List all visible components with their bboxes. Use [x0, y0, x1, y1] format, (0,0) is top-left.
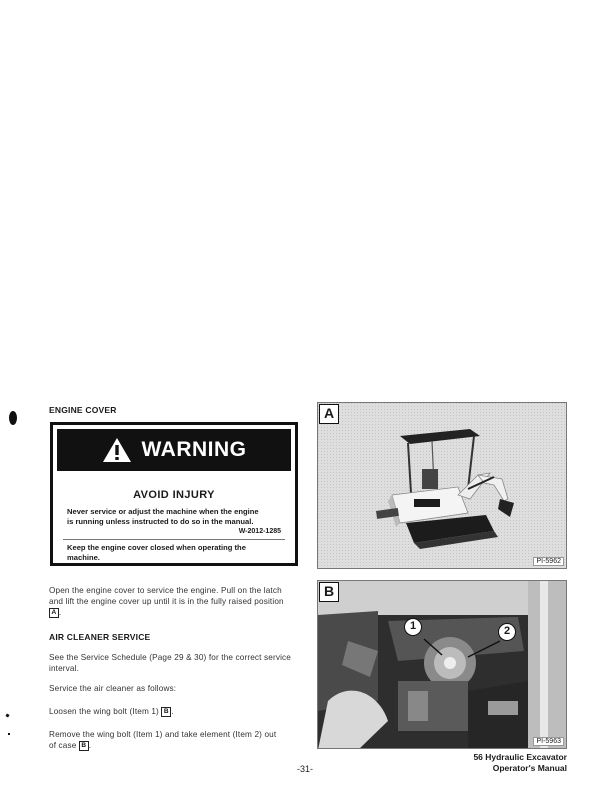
step-2 [49, 729, 309, 751]
warning-box [50, 422, 298, 566]
figure-b-label: B [319, 582, 339, 602]
manual-title [473, 752, 567, 774]
figure-ref: A [49, 608, 59, 618]
excavator-illustration [318, 403, 567, 569]
warning-line: machine. [67, 553, 100, 562]
step-1: Loosen the wing bolt (Item 1) B . [49, 707, 174, 716]
text-line: A . [49, 607, 309, 618]
air-cleaner-illustration [318, 581, 567, 749]
warning-triangle-icon [102, 437, 132, 463]
open-cover-paragraph [49, 585, 309, 618]
text-line: Remove the wing bolt (Item 1) and take element (Item 2) out [49, 730, 277, 739]
warning-line: is running unless instructed to do so in the manual. [67, 517, 254, 526]
text-line: See the Service Schedule (Page 29 & 30) for the correct service [49, 653, 292, 662]
air-cleaner-heading: AIR CLEANER SERVICE [49, 632, 151, 642]
text-line: Open the engine cover to service the engine. Pull on the latch [49, 586, 282, 595]
model-name: 56 Hydraulic Excavator [473, 752, 567, 762]
figure-a-photo [317, 402, 567, 569]
manual-name: Operator's Manual [492, 763, 567, 773]
step-1-text: Loosen the wing bolt (Item 1) [49, 707, 159, 716]
warning-subtitle: AVOID INJURY [133, 489, 215, 501]
page-number: -31- [297, 764, 314, 774]
warning-line: Never service or adjust the machine when the engine [67, 507, 259, 516]
warning-divider [63, 539, 285, 540]
step-2-text: of case [49, 741, 77, 750]
warning-code: W-2012-1285 [238, 528, 281, 535]
warning-line: Keep the engine cover closed when operating the [67, 543, 246, 552]
callout-2-marker: 2 [498, 623, 516, 641]
margin-dot-mark [5, 713, 9, 717]
margin-dot-mark [8, 733, 10, 735]
figure-ref: B [79, 741, 89, 751]
warning-title: WARNING [141, 438, 247, 461]
warning-banner [57, 429, 291, 471]
figure-a-photo-id: PI-5962 [533, 557, 564, 566]
text-line: and lift the engine cover up until it is in the fully raised position [49, 597, 284, 606]
callout-1-marker: 1 [404, 618, 422, 636]
figure-b-photo [317, 580, 567, 749]
service-intro: Service the air cleaner as follows: [49, 684, 177, 693]
punch-hole-mark [9, 411, 17, 425]
text-line: of case B . [49, 741, 92, 750]
engine-cover-heading: ENGINE COVER [49, 405, 117, 415]
text-line: interval. [49, 664, 80, 673]
figure-b-photo-id: PI-5963 [533, 737, 564, 746]
figure-ref: B [161, 707, 171, 717]
schedule-paragraph [49, 652, 309, 674]
figure-a-label: A [319, 404, 339, 424]
